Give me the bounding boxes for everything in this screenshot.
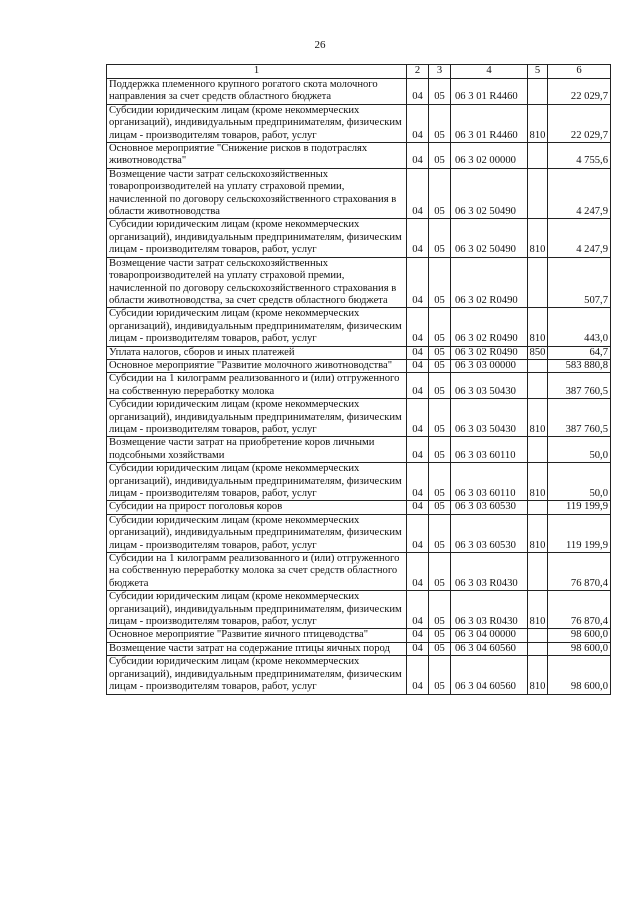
row-amount: 443,0: [548, 308, 611, 346]
row-expense-type: [528, 437, 548, 463]
row-name: Субсидии юридическим лицам (кроме некоммерческих организаций), индивидуальным предпринимателям, физическим лицам - производителям товаров, работ, услуг: [107, 399, 407, 437]
row-section: 04: [407, 373, 429, 399]
row-subsection: 05: [429, 501, 451, 514]
row-section: 04: [407, 399, 429, 437]
row-expense-type: [528, 501, 548, 514]
row-name: Субсидии на 1 килограмм реализованного и (или) отгруженного на собственную переработку молока за счет средств областного бюджета: [107, 553, 407, 591]
header-col-6: 6: [548, 65, 611, 79]
row-target-code: 06 3 04 60560: [451, 656, 528, 694]
row-section: 04: [407, 79, 429, 105]
row-section: 04: [407, 219, 429, 257]
row-name: Субсидии на прирост поголовья коров: [107, 501, 407, 514]
table-row: [107, 257, 611, 308]
row-section: 04: [407, 346, 429, 359]
row-section: 04: [407, 308, 429, 346]
row-subsection: 05: [429, 219, 451, 257]
row-target-code: 06 3 03 60110: [451, 437, 528, 463]
row-section: 04: [407, 591, 429, 629]
row-expense-type: [528, 359, 548, 372]
row-subsection: 05: [429, 463, 451, 501]
header-col-4: 4: [451, 65, 528, 79]
row-expense-type: 810: [528, 308, 548, 346]
row-amount: 583 880,8: [548, 359, 611, 372]
row-amount: 50,0: [548, 463, 611, 501]
row-name: Возмещение части затрат сельскохозяйственных товаропроизводителей на уплату страховой премии, начисленной по договору сельскохозяйственного страхования в области животноводства: [107, 168, 407, 219]
row-target-code: 06 3 04 00000: [451, 629, 528, 642]
table-row: [107, 629, 611, 642]
row-name: Субсидии юридическим лицам (кроме некоммерческих организаций), индивидуальным предпринимателям, физическим лицам - производителям товаров, работ, услуг: [107, 514, 407, 552]
row-name: Субсидии юридическим лицам (кроме некоммерческих организаций), индивидуальным предпринимателям, физическим лицам - производителям товаров, работ, услуг: [107, 219, 407, 257]
row-subsection: 05: [429, 143, 451, 169]
header-col-1: 1: [107, 65, 407, 79]
row-name: Возмещение части затрат на содержание птицы яичных пород: [107, 642, 407, 655]
row-name: Субсидии юридическим лицам (кроме некоммерческих организаций), индивидуальным предпринимателям, физическим лицам - производителям товаров, работ, услуг: [107, 591, 407, 629]
row-subsection: 05: [429, 346, 451, 359]
row-expense-type: [528, 143, 548, 169]
row-name: Основное мероприятие "Развитие молочного животноводства": [107, 359, 407, 372]
row-amount: 50,0: [548, 437, 611, 463]
row-section: 04: [407, 437, 429, 463]
table-row: [107, 463, 611, 501]
row-target-code: 06 3 03 00000: [451, 359, 528, 372]
row-expense-type: [528, 79, 548, 105]
row-section: 04: [407, 656, 429, 694]
table-row: [107, 79, 611, 105]
row-expense-type: [528, 629, 548, 642]
row-section: 04: [407, 257, 429, 308]
row-target-code: 06 3 02 R0490: [451, 308, 528, 346]
row-amount: 22 029,7: [548, 104, 611, 142]
row-expense-type: [528, 553, 548, 591]
row-section: 04: [407, 463, 429, 501]
row-subsection: 05: [429, 514, 451, 552]
row-amount: 76 870,4: [548, 591, 611, 629]
row-subsection: 05: [429, 308, 451, 346]
row-expense-type: [528, 642, 548, 655]
row-name: Поддержка племенного крупного рогатого скота молочного направления за счет средств областного бюджета: [107, 79, 407, 105]
row-name: Субсидии на 1 килограмм реализованного и (или) отгруженного на собственную переработку молока: [107, 373, 407, 399]
row-expense-type: 810: [528, 463, 548, 501]
row-subsection: 05: [429, 437, 451, 463]
row-amount: 4 247,9: [548, 219, 611, 257]
row-expense-type: [528, 257, 548, 308]
table-row: [107, 553, 611, 591]
table-row: [107, 373, 611, 399]
row-target-code: 06 3 01 R4460: [451, 104, 528, 142]
header-col-2: 2: [407, 65, 429, 79]
table-row: [107, 642, 611, 655]
row-amount: 387 760,5: [548, 373, 611, 399]
row-subsection: 05: [429, 257, 451, 308]
row-amount: 22 029,7: [548, 79, 611, 105]
header-col-5: 5: [528, 65, 548, 79]
row-expense-type: 810: [528, 514, 548, 552]
row-amount: 98 600,0: [548, 629, 611, 642]
table-row: [107, 514, 611, 552]
row-target-code: 06 3 02 00000: [451, 143, 528, 169]
row-target-code: 06 3 02 50490: [451, 168, 528, 219]
row-expense-type: [528, 373, 548, 399]
row-section: 04: [407, 143, 429, 169]
row-name: Уплата налогов, сборов и иных платежей: [107, 346, 407, 359]
row-target-code: 06 3 03 R0430: [451, 591, 528, 629]
table-row: [107, 591, 611, 629]
header-row: [107, 65, 611, 79]
row-target-code: 06 3 02 50490: [451, 219, 528, 257]
row-expense-type: 810: [528, 591, 548, 629]
row-subsection: 05: [429, 168, 451, 219]
row-name: Субсидии юридическим лицам (кроме некоммерческих организаций), индивидуальным предпринимателям, физическим лицам - производителям товаров, работ, услуг: [107, 656, 407, 694]
row-amount: 4 755,6: [548, 143, 611, 169]
row-subsection: 05: [429, 629, 451, 642]
row-target-code: 06 3 03 60530: [451, 514, 528, 552]
table-row: [107, 143, 611, 169]
header-col-3: 3: [429, 65, 451, 79]
table-row: [107, 437, 611, 463]
row-subsection: 05: [429, 359, 451, 372]
row-amount: 98 600,0: [548, 656, 611, 694]
row-expense-type: [528, 168, 548, 219]
row-target-code: 06 3 03 50430: [451, 399, 528, 437]
row-name: Возмещение части затрат сельскохозяйственных товаропроизводителей на уплату страховой премии, начисленной по договору сельскохозяйственного страхования в области животноводства, за счет средств областного бюджета: [107, 257, 407, 308]
table-row: [107, 219, 611, 257]
table-row: [107, 168, 611, 219]
row-name: Субсидии юридическим лицам (кроме некоммерческих организаций), индивидуальным предпринимателям, физическим лицам - производителям товаров, работ, услуг: [107, 463, 407, 501]
row-expense-type: 810: [528, 399, 548, 437]
budget-table: [106, 64, 611, 695]
row-section: 04: [407, 104, 429, 142]
row-amount: 98 600,0: [548, 642, 611, 655]
table-row: [107, 346, 611, 359]
table-row: [107, 308, 611, 346]
row-target-code: 06 3 03 50430: [451, 373, 528, 399]
row-expense-type: 810: [528, 219, 548, 257]
row-amount: 507,7: [548, 257, 611, 308]
row-subsection: 05: [429, 104, 451, 142]
row-target-code: 06 3 03 60110: [451, 463, 528, 501]
table-row: [107, 399, 611, 437]
row-name: Основное мероприятие "Снижение рисков в подотраслях животноводства": [107, 143, 407, 169]
row-section: 04: [407, 642, 429, 655]
row-name: Возмещение части затрат на приобретение коров личными подсобными хозяйствами: [107, 437, 407, 463]
row-amount: 64,7: [548, 346, 611, 359]
row-section: 04: [407, 629, 429, 642]
row-subsection: 05: [429, 79, 451, 105]
row-subsection: 05: [429, 373, 451, 399]
row-target-code: 06 3 02 R0490: [451, 257, 528, 308]
row-section: 04: [407, 514, 429, 552]
row-target-code: 06 3 03 60530: [451, 501, 528, 514]
table-row: [107, 104, 611, 142]
row-amount: 4 247,9: [548, 168, 611, 219]
row-name: Субсидии юридическим лицам (кроме некоммерческих организаций), индивидуальным предпринимателям, физическим лицам - производителям товаров, работ, услуг: [107, 104, 407, 142]
row-section: 04: [407, 553, 429, 591]
table-row: [107, 359, 611, 372]
row-amount: 119 199,9: [548, 501, 611, 514]
row-subsection: 05: [429, 591, 451, 629]
row-target-code: 06 3 02 R0490: [451, 346, 528, 359]
row-amount: 76 870,4: [548, 553, 611, 591]
row-target-code: 06 3 04 60560: [451, 642, 528, 655]
row-name: Субсидии юридическим лицам (кроме некоммерческих организаций), индивидуальным предпринимателям, физическим лицам - производителям товаров, работ, услуг: [107, 308, 407, 346]
row-subsection: 05: [429, 642, 451, 655]
row-subsection: 05: [429, 553, 451, 591]
table-row: [107, 501, 611, 514]
row-section: 04: [407, 359, 429, 372]
table-row: [107, 656, 611, 694]
page-number: 26: [314, 39, 326, 51]
row-subsection: 05: [429, 656, 451, 694]
row-section: 04: [407, 501, 429, 514]
row-subsection: 05: [429, 399, 451, 437]
row-name: Основное мероприятие "Развитие яичного птицеводства": [107, 629, 407, 642]
row-expense-type: 810: [528, 656, 548, 694]
row-expense-type: 810: [528, 104, 548, 142]
row-expense-type: 850: [528, 346, 548, 359]
row-amount: 387 760,5: [548, 399, 611, 437]
row-target-code: 06 3 03 R0430: [451, 553, 528, 591]
row-section: 04: [407, 168, 429, 219]
row-amount: 119 199,9: [548, 514, 611, 552]
row-target-code: 06 3 01 R4460: [451, 79, 528, 105]
